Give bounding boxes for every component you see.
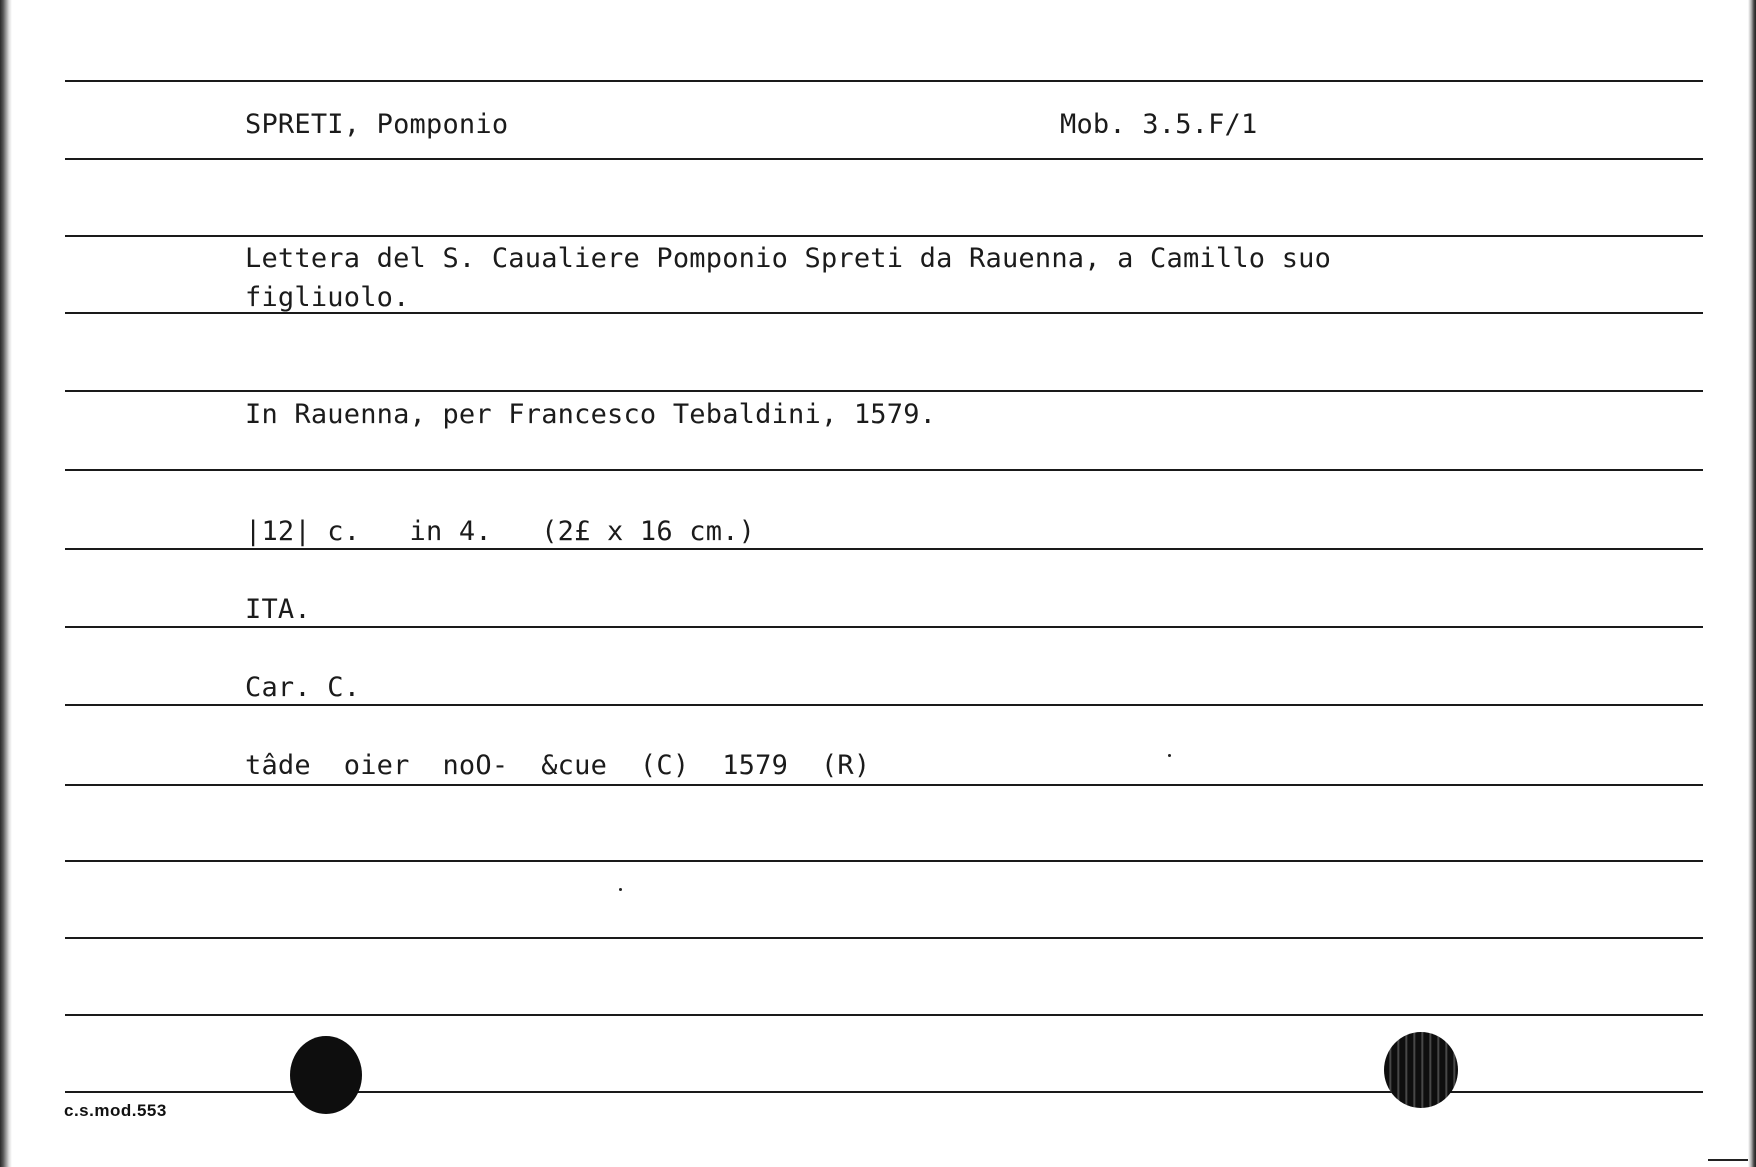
ruled-line xyxy=(65,1014,1703,1016)
shelfmark: Mob. 3.5.F/1 xyxy=(1060,109,1258,140)
material: Car. C. xyxy=(245,672,361,703)
punch-hole-right xyxy=(1384,1032,1458,1108)
card-left-edge xyxy=(0,0,12,1167)
ruled-line xyxy=(65,937,1703,939)
ruled-line xyxy=(65,469,1703,471)
ruled-line xyxy=(65,80,1703,82)
punch-hole-left xyxy=(290,1036,362,1114)
ruled-line xyxy=(65,158,1703,160)
form-code: c.s.mod.553 xyxy=(64,1101,167,1120)
imprint: In Rauenna, per Francesco Tebaldini, 1579. xyxy=(245,399,937,430)
ruled-line xyxy=(65,235,1703,237)
ink-speck xyxy=(1168,754,1171,757)
language: ITA. xyxy=(245,594,311,625)
ink-speck xyxy=(619,888,622,891)
ruled-line xyxy=(65,390,1703,392)
corner-mark xyxy=(1708,1159,1748,1167)
author-heading: SPRETI, Pomponio xyxy=(245,109,509,140)
title-line-1: Lettera del S. Caualiere Pomponio Spreti da Rauenna, a Camillo suo xyxy=(245,243,1332,274)
ruled-line xyxy=(65,860,1703,862)
physical-description: |12| c. in 4. (2£ x 16 cm.) xyxy=(245,516,756,547)
title-line-2: figliuolo. xyxy=(245,282,410,313)
fingerprint: tâde oier noO- &cue (C) 1579 (R) xyxy=(245,750,871,781)
card-right-edge xyxy=(1748,0,1756,1167)
